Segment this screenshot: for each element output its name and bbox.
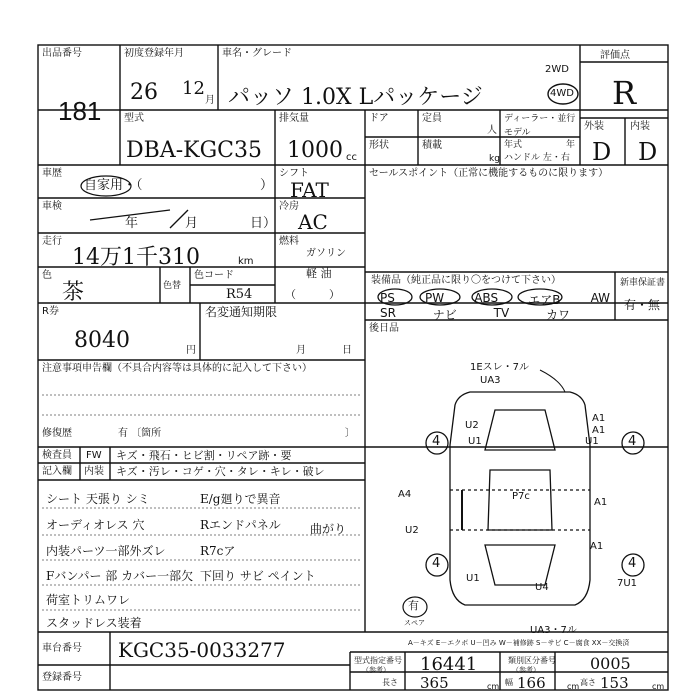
diag-label-8: A4: [398, 489, 412, 500]
legend-fw-items: キズ・飛石・ヒビ割・リペア跡・要: [116, 449, 292, 462]
first-reg-year: 26: [130, 80, 158, 105]
diag-label-4: A1: [592, 413, 606, 424]
tire-fr: 4: [628, 434, 637, 449]
type-label: 型式: [124, 113, 144, 124]
shift-value: FAT: [290, 178, 329, 202]
spare-label: スペア: [404, 619, 425, 627]
tire-rr: 4: [628, 556, 637, 571]
model-year-unit: 年: [566, 140, 576, 150]
diag-label-5: A1: [592, 425, 606, 436]
tire-rl: 4: [432, 556, 441, 571]
tax-notice-label: 名変通知期限: [205, 305, 278, 319]
designation-label: 型式指定番号: [354, 656, 402, 665]
legend-int-label: 内装: [84, 466, 104, 477]
length-value: 365: [420, 674, 449, 692]
fuel-diesel: 軽 油: [306, 267, 332, 280]
tax-notice-month: 月: [296, 345, 306, 356]
recycle-label: R券: [42, 306, 59, 317]
diag-label-1: 1Eスレ・7ル: [470, 362, 530, 373]
remark-right-2: Rエンドパネル: [200, 518, 281, 532]
equipment-row-2: [380, 306, 570, 323]
mileage-label: 走行: [42, 236, 62, 247]
color-code-label: 色コード: [194, 270, 234, 281]
category-sub: （参考）: [512, 666, 540, 674]
first-reg-label: 初度登録年月: [124, 48, 184, 59]
shift-label: シフト: [279, 168, 309, 179]
shape-label: 形状: [369, 140, 389, 151]
legend-int-items: キズ・汚レ・コゲ・穴・タレ・キレ・破レ: [116, 465, 325, 478]
remark-right-4: 下回り サビ ペイント: [200, 569, 316, 583]
diag-label-13: U4: [535, 582, 549, 593]
displacement-value: 1000: [287, 138, 343, 163]
handle-label: ハンドル 左・右: [504, 153, 570, 163]
model-grade-label: 車名・グレード: [222, 48, 292, 59]
equipment-abs: ABS: [474, 291, 499, 305]
car-diagram: [426, 370, 644, 605]
chassis-label: 車台番号: [42, 643, 82, 654]
diag-label-14: 7U1: [617, 578, 638, 589]
width-unit: cm: [567, 682, 580, 691]
history-close: ）: [260, 178, 274, 193]
model-grade-value: パッソ 1.0X Lパッケージ: [228, 85, 483, 110]
displacement-label: 排気量: [279, 113, 309, 124]
mileage-unit: km: [238, 256, 254, 267]
mileage-value: 14万1千310: [72, 245, 200, 270]
inspection-day-unit: 日）: [250, 216, 277, 231]
remark-left-4: Fバンパー 部 カバー一部欠: [46, 569, 194, 583]
diag-label-3: U2: [465, 420, 479, 431]
diag-label-11: A1: [590, 541, 604, 552]
interior-score: D: [638, 138, 658, 166]
diag-label-2: UA3: [480, 375, 501, 386]
color-label: 色: [42, 270, 52, 281]
doors-label: ドア: [369, 113, 389, 124]
lot-label: 出品番号: [42, 48, 82, 59]
drive-2wd: 2WD: [545, 64, 569, 75]
length-label: 長さ: [382, 678, 398, 687]
remark-right-1: E/g廻りで異音: [200, 492, 281, 506]
designation-value: 16441: [420, 654, 478, 675]
diag-label-6: U1: [468, 436, 482, 447]
remark-left-2: オーディオレス 穴: [46, 518, 145, 532]
sales-point-label: セールスポイント（正常に機能するものに限ります）: [369, 168, 609, 179]
fuel-label: 燃料: [279, 236, 299, 247]
code-legend: A－キズ E－エクボ U－凹み W－補修跡 S－サビ C－腐食 XX－交換済: [408, 639, 630, 647]
load-label: 積載: [422, 140, 442, 151]
model-year-label: 年式: [504, 140, 523, 150]
diag-label-7: U1: [585, 436, 599, 447]
equipment-ps: PS: [380, 291, 395, 305]
exterior-score: D: [592, 138, 612, 166]
equipment-sr: SR: [380, 306, 396, 320]
dealer-label: ディーラー・並行: [504, 114, 576, 124]
history-value: 自家用・（: [84, 178, 143, 193]
category-value: 0005: [590, 654, 631, 673]
exterior-label: 外装: [584, 121, 604, 132]
remark-left-5: 荷室トリムワレ: [46, 593, 131, 607]
color-value: 茶: [62, 280, 85, 305]
fuel-other: （ ）: [285, 288, 340, 301]
equipment-aw: AW: [590, 291, 610, 305]
aircon-value: AC: [298, 210, 328, 234]
repair-close: 〕: [345, 428, 355, 439]
equipment-navi: ナビ: [432, 308, 457, 322]
recycle-value: 8040: [74, 328, 130, 353]
category-label: 類別区分番号: [508, 656, 556, 665]
aircon-label: 冷房: [279, 201, 299, 212]
equipment-tv: TV: [493, 306, 510, 320]
equipment-label: 装備品（純正品に限り〇をつけて下さい）: [371, 275, 561, 286]
rear-items-label: 後日品: [369, 323, 399, 334]
height-value: 153: [600, 674, 629, 692]
repair-label: 修復歴: [42, 428, 72, 439]
diag-label-15: UA3・7ル: [530, 625, 577, 636]
remark-left-1: シート 天張り シミ: [46, 492, 150, 506]
drive-4wd: 4WD: [550, 88, 574, 99]
type-value: DBA-KGC35: [126, 138, 262, 163]
inspection-month-unit: 月: [185, 216, 199, 231]
model-label: モデル: [504, 128, 531, 138]
width-label: 幅: [505, 678, 513, 687]
interior-label: 内装: [630, 121, 650, 132]
designation-sub: （参考）: [362, 666, 390, 674]
legend-fw-label: FW: [86, 450, 102, 461]
warranty-value: 有・無: [624, 298, 661, 312]
equipment-leather: カワ: [545, 308, 570, 322]
first-reg-month: 12: [182, 78, 205, 99]
inspection-year-unit: 年: [125, 216, 139, 231]
remark-right-3: R7cア: [200, 544, 236, 558]
load-unit: kg: [489, 154, 500, 164]
seats-label: 定員: [422, 113, 442, 124]
score-value: R: [612, 74, 637, 112]
diag-label-12: U1: [466, 573, 480, 584]
warranty-label: 新車保証書: [620, 278, 666, 288]
repair-value: 有 〔箇所: [118, 428, 162, 439]
lot-number: 181: [58, 96, 102, 126]
history-label: 車歴: [42, 168, 62, 179]
registration-label: 登録番号: [42, 672, 82, 683]
spare-value: 有: [408, 599, 419, 612]
length-unit: cm: [487, 682, 500, 691]
height-unit: cm: [652, 682, 665, 691]
chassis-value: KGC35-0033277: [118, 638, 286, 662]
first-reg-month-unit: 月: [205, 95, 215, 106]
notes-label: 注意事項申告欄（不具合内容等は具体的に記入して下さい）: [42, 363, 312, 374]
entry-label: 記入欄: [42, 466, 72, 477]
diag-label-16: P7c: [512, 491, 530, 502]
fuel-gasoline: ガソリン: [306, 248, 346, 259]
height-label: 高さ: [580, 678, 596, 687]
displacement-unit: cc: [346, 152, 357, 163]
tax-notice-day: 日: [342, 345, 352, 356]
equipment-pw: PW: [424, 291, 445, 305]
diag-label-10: A1: [594, 497, 608, 508]
equipment-airbag: エアB: [528, 293, 561, 307]
score-label: 評価点: [600, 50, 630, 61]
seats-unit: 人: [487, 125, 497, 136]
recycle-unit: 円: [186, 345, 196, 356]
color-code-value: R54: [226, 287, 253, 302]
diag-label-9: U2: [405, 525, 419, 536]
remark-right-note: 曲がり: [310, 522, 347, 536]
inspection-label: 車検: [42, 201, 62, 212]
remark-left-6: スタッドレス装着: [46, 616, 142, 630]
tire-fl: 4: [432, 434, 441, 449]
inspector-label: 検査員: [42, 450, 72, 461]
width-value: 166: [517, 674, 546, 692]
remark-left-3: 内装パーツ一部外ズレ: [46, 544, 166, 558]
color-change-label: 色替: [163, 281, 182, 291]
